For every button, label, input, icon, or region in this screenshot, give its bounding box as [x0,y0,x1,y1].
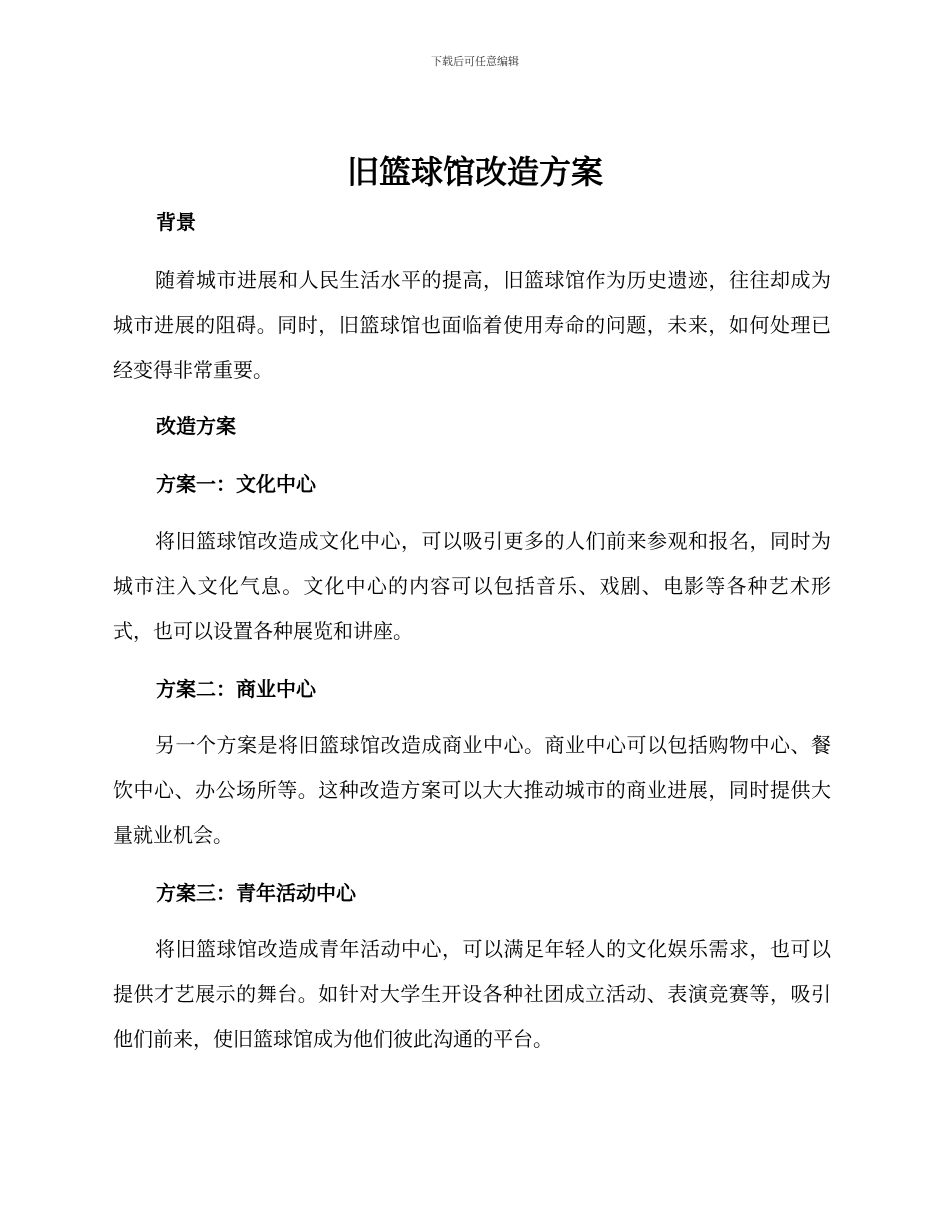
plan1-paragraph: 将旧篮球馆改造成文化中心，可以吸引更多的人们前来参观和报名，同时为城市注入文化气息。文化中心的内容可以包括音乐、戏剧、电影等各种艺术形式，也可以设置各种展览和讲座。 [113,529,831,643]
document-title: 旧篮球馆改造方案 [346,153,603,191]
plans-heading: 改造方案 [156,414,236,438]
plan3-heading: 方案三：青年活动中心 [156,881,356,905]
background-paragraph: 随着城市进展和人民生活水平的提高，旧篮球馆作为历史遗迹，往往却成为城市进展的阻碍。同时，旧篮球馆也面临着使用寿命的问题，未来，如何处理已经变得非常重要。 [113,268,831,382]
background-heading: 背景 [156,210,196,234]
plan3-paragraph: 将旧篮球馆改造成青年活动中心，可以满足年轻人的文化娱乐需求，也可以提供才艺展示的舞台。如针对大学生开设各种社团成立活动、表演竞赛等，吸引他们前来，使旧篮球馆成为他们彼此沟通的平台。 [113,937,831,1051]
plan1-heading: 方案一：文化中心 [156,472,316,496]
plan2-heading: 方案二：商业中心 [156,677,316,701]
header-note: 下载后可任意编辑 [431,55,519,68]
plan2-paragraph: 另一个方案是将旧篮球馆改造成商业中心。商业中心可以包括购物中心、餐饮中心、办公场所等。这种改造方案可以大大推动城市的商业进展，同时提供大量就业机会。 [113,733,831,847]
